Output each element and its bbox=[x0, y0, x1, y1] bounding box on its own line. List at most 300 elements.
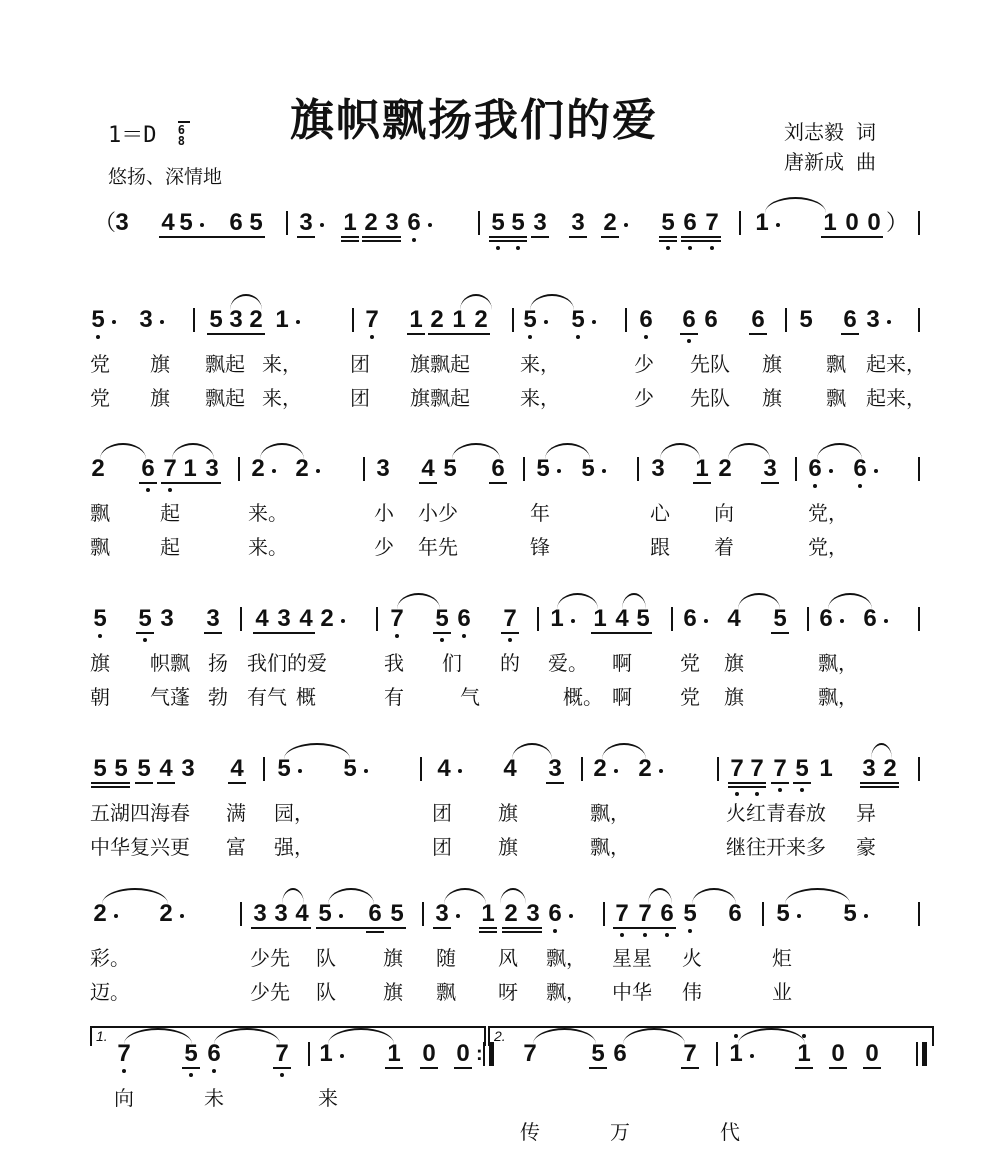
slur bbox=[328, 888, 374, 904]
note: 5 bbox=[183, 1040, 199, 1068]
lyric-syllable: 心 bbox=[650, 501, 670, 525]
augmentation-dot bbox=[887, 320, 891, 324]
note: 3 bbox=[181, 755, 195, 782]
augmentation-dot bbox=[592, 320, 596, 324]
lyric-syllable: 五湖四海春 bbox=[90, 801, 190, 825]
beam-underline bbox=[316, 927, 406, 929]
augmentation-dot bbox=[884, 619, 888, 623]
note: 5 bbox=[249, 209, 263, 236]
low-octave-dot bbox=[665, 933, 669, 937]
beam-underline bbox=[157, 782, 175, 784]
lyric-syllable: 伟 bbox=[682, 980, 702, 1004]
bar-line bbox=[523, 457, 525, 481]
beam-underline bbox=[771, 782, 789, 784]
note: 4 bbox=[159, 755, 173, 782]
note: 3 bbox=[435, 900, 449, 927]
bar-line bbox=[376, 607, 378, 631]
note: 3 bbox=[571, 209, 585, 236]
bar-line bbox=[671, 607, 673, 631]
beam-underline bbox=[502, 931, 542, 933]
lyric-syllable: 万 bbox=[610, 1120, 630, 1144]
beam-underline bbox=[771, 632, 789, 634]
note: 6 bbox=[368, 900, 382, 927]
low-octave-dot bbox=[98, 634, 102, 638]
augmentation-dot bbox=[298, 769, 302, 773]
note: 6 bbox=[456, 605, 472, 633]
note: 7 bbox=[772, 755, 788, 783]
slur bbox=[172, 443, 214, 459]
slur bbox=[817, 443, 862, 459]
bar-line bbox=[795, 457, 797, 481]
note: 1 bbox=[796, 1040, 812, 1068]
lyric-syllable: 团 bbox=[350, 386, 370, 410]
bar-line bbox=[716, 1042, 718, 1066]
bar-line bbox=[420, 757, 422, 781]
note: 2 bbox=[593, 755, 607, 782]
close-paren: ） bbox=[886, 210, 909, 235]
note: 7 bbox=[274, 1040, 290, 1068]
low-octave-dot bbox=[620, 933, 624, 937]
note: 6 bbox=[682, 209, 698, 237]
low-octave-dot bbox=[189, 1073, 193, 1077]
note: 2 bbox=[718, 455, 732, 482]
note: 3 bbox=[253, 900, 267, 927]
note: 2 bbox=[603, 209, 617, 236]
note: 5 bbox=[390, 900, 404, 927]
augmentation-dot bbox=[750, 1054, 754, 1058]
beam-underline bbox=[420, 1067, 438, 1069]
lyric-syllable: 帜飘 bbox=[150, 651, 190, 675]
bar-line bbox=[807, 607, 809, 631]
note: 6 bbox=[681, 306, 697, 334]
beam-underline bbox=[479, 931, 497, 933]
augmentation-dot bbox=[340, 1054, 344, 1058]
augmentation-dot bbox=[180, 914, 184, 918]
note: 0 bbox=[422, 1040, 436, 1067]
beam-underline bbox=[182, 1067, 200, 1069]
lyric-syllable: 未 bbox=[204, 1086, 224, 1110]
time-numerator: 6 bbox=[177, 123, 185, 137]
augmentation-dot bbox=[112, 320, 116, 324]
lyric-syllable: 着 bbox=[714, 535, 734, 559]
beam-underline bbox=[863, 1067, 881, 1069]
bar-line bbox=[918, 211, 920, 235]
low-octave-dot bbox=[576, 335, 580, 339]
note: 3 bbox=[862, 755, 876, 782]
lyric-syllable: 党 bbox=[90, 352, 110, 376]
lyric-syllable: 旗飘起 bbox=[410, 386, 470, 410]
low-octave-dot bbox=[395, 634, 399, 638]
slur bbox=[284, 743, 350, 759]
note: 0 bbox=[831, 1040, 845, 1067]
lyric-syllable: 跟 bbox=[650, 535, 670, 559]
song-title: 旗帜飘扬我们的爱 bbox=[290, 95, 658, 146]
augmentation-dot bbox=[704, 619, 708, 623]
note: 3 bbox=[385, 209, 399, 236]
beam-underline bbox=[139, 482, 157, 484]
bar-line bbox=[478, 211, 480, 235]
beam-underline bbox=[659, 236, 677, 238]
line-6 bbox=[0, 1028, 1000, 1160]
note: 6 bbox=[852, 455, 868, 483]
lyric-syllable: 朝 bbox=[90, 685, 110, 709]
lyricist-name: 刘志毅 bbox=[784, 120, 844, 144]
low-octave-dot bbox=[666, 246, 670, 250]
beam-underline bbox=[91, 782, 130, 784]
note: 2 bbox=[883, 755, 897, 782]
beam-underline bbox=[613, 927, 676, 929]
note: 2 bbox=[320, 605, 334, 632]
low-octave-dot bbox=[462, 634, 466, 638]
note: 5 bbox=[114, 755, 128, 782]
note: 2 bbox=[251, 455, 265, 482]
low-octave-dot bbox=[146, 488, 150, 492]
lyric-syllable: 队 bbox=[316, 946, 336, 970]
lyric-syllable: 旗 bbox=[762, 352, 782, 376]
bar-line bbox=[352, 308, 354, 332]
lyric-syllable: 火 bbox=[682, 946, 702, 970]
note: 5 bbox=[660, 209, 676, 237]
beam-underline bbox=[821, 236, 883, 238]
beam-underline bbox=[761, 482, 779, 484]
note: 5 bbox=[434, 605, 450, 633]
bar-line bbox=[603, 902, 605, 926]
bar-line bbox=[238, 457, 240, 481]
lyric-syllable: 们 bbox=[442, 651, 462, 675]
bar-line bbox=[308, 1042, 310, 1066]
beam-underline bbox=[860, 786, 899, 788]
low-octave-dot bbox=[143, 638, 147, 642]
note: 5 bbox=[636, 605, 650, 632]
augmentation-dot bbox=[614, 769, 618, 773]
note: 4 bbox=[295, 900, 309, 927]
augmentation-dot bbox=[320, 223, 324, 227]
augmentation-dot bbox=[160, 320, 164, 324]
line-4 bbox=[0, 755, 1000, 875]
beam-underline bbox=[659, 240, 677, 242]
lyric-syllable: 起来， bbox=[866, 386, 926, 410]
augmentation-dot bbox=[797, 914, 801, 918]
lyric-syllable: 旗飘起 bbox=[410, 352, 470, 376]
lyric-syllable: 起来， bbox=[866, 352, 926, 376]
note: 1 bbox=[343, 209, 357, 236]
note: 2 bbox=[474, 306, 488, 333]
lyric-syllable: 党， bbox=[808, 501, 848, 525]
beam-underline bbox=[841, 333, 859, 335]
augmentation-dot bbox=[829, 469, 833, 473]
beam-underline bbox=[204, 632, 222, 634]
slur bbox=[622, 593, 646, 609]
note: 3 bbox=[376, 455, 390, 482]
note: 2 bbox=[504, 900, 518, 927]
lyric-syllable: 向 bbox=[114, 1086, 134, 1110]
beam-underline bbox=[681, 236, 721, 238]
augmentation-dot bbox=[557, 469, 561, 473]
low-octave-dot bbox=[412, 238, 416, 242]
beam-underline bbox=[91, 786, 130, 788]
lyric-syllable: 异 bbox=[856, 801, 876, 825]
lyric-syllable: 党， bbox=[808, 535, 848, 559]
beam-underline bbox=[407, 333, 425, 335]
slur bbox=[785, 888, 850, 904]
note: 7 bbox=[523, 1040, 537, 1067]
note: 4 bbox=[161, 209, 175, 236]
line-2 bbox=[0, 455, 1000, 575]
slur bbox=[512, 743, 552, 759]
lyric-syllable: 继往开来多 bbox=[726, 835, 826, 859]
note: 1 bbox=[819, 755, 833, 782]
note: 4 bbox=[230, 755, 244, 782]
note: 3 bbox=[866, 306, 880, 333]
note: 4 bbox=[503, 755, 517, 782]
note: 5 bbox=[843, 900, 857, 927]
lyric-syllable: 锋 bbox=[530, 535, 550, 559]
note: 4 bbox=[727, 605, 741, 632]
lyric-syllable: 旗 bbox=[150, 386, 170, 410]
low-octave-dot bbox=[212, 1069, 216, 1073]
beam-underline bbox=[728, 782, 766, 784]
line-1 bbox=[0, 306, 1000, 426]
lyric-syllable: 旗 bbox=[383, 980, 403, 1004]
note: 5 bbox=[179, 209, 193, 236]
note: 5 bbox=[90, 306, 106, 334]
beam-underline bbox=[228, 782, 246, 784]
beam-underline bbox=[501, 632, 519, 634]
beam-underline bbox=[341, 240, 359, 242]
bar-line bbox=[762, 902, 764, 926]
lyric-syllable: 中华 bbox=[612, 980, 652, 1004]
note: 6 bbox=[807, 455, 823, 483]
note: 3 bbox=[763, 455, 777, 482]
lyric-syllable: 强， bbox=[274, 835, 314, 859]
beam-underline bbox=[489, 240, 527, 242]
lyric-syllable: 飘， bbox=[546, 946, 586, 970]
slur bbox=[500, 888, 526, 904]
low-octave-dot bbox=[688, 929, 692, 933]
composer-credit bbox=[784, 146, 876, 175]
lyric-syllable: 飘 bbox=[826, 386, 846, 410]
lyric-syllable: 我 bbox=[384, 651, 404, 675]
lyric-syllable: 飘， bbox=[590, 801, 630, 825]
lyric-syllable: 来。 bbox=[248, 501, 288, 525]
lyric-syllable: 风 bbox=[498, 946, 518, 970]
note: 2 bbox=[93, 900, 107, 927]
note: 3 bbox=[205, 455, 219, 482]
note: 1 bbox=[409, 306, 423, 333]
lyric-syllable: 豪 bbox=[856, 835, 876, 859]
beam-underline bbox=[569, 236, 587, 238]
bar-line bbox=[637, 457, 639, 481]
augmentation-dot bbox=[364, 769, 368, 773]
note: 3 bbox=[115, 209, 129, 236]
note: 5 bbox=[570, 306, 586, 334]
note: 3 bbox=[274, 900, 288, 927]
note: 2 bbox=[430, 306, 444, 333]
note: 3 bbox=[206, 605, 220, 632]
note: 6 bbox=[728, 900, 742, 927]
bar-line bbox=[422, 902, 424, 926]
note: 6 bbox=[863, 605, 877, 632]
volta-2-label: 2. bbox=[494, 1028, 506, 1044]
lyric-syllable: 炬 bbox=[772, 946, 792, 970]
repeat-colon: : bbox=[476, 1043, 483, 1065]
note: 7 bbox=[704, 209, 720, 237]
lyric-syllable: 我们的爱 bbox=[247, 651, 327, 675]
note: 5 bbox=[794, 755, 810, 783]
note: 7 bbox=[637, 900, 653, 928]
note: 3 bbox=[651, 455, 665, 482]
low-octave-dot bbox=[528, 335, 532, 339]
note: 1 bbox=[695, 455, 709, 482]
key-label: 1＝D bbox=[108, 123, 157, 148]
beam-underline bbox=[135, 782, 153, 784]
augmentation-dot bbox=[339, 914, 343, 918]
note: 4 bbox=[255, 605, 269, 632]
lyric-syllable: 旗 bbox=[724, 651, 744, 675]
lyric-syllable: 来， bbox=[520, 386, 560, 410]
beam-underline bbox=[728, 786, 766, 788]
beam-underline bbox=[253, 632, 315, 634]
lyric-syllable: 啊 bbox=[612, 685, 632, 709]
lyric-syllable: 旗 bbox=[498, 835, 518, 859]
augmentation-dot bbox=[624, 223, 628, 227]
beam-underline bbox=[207, 333, 265, 335]
note: 5 bbox=[443, 455, 457, 482]
beam-underline bbox=[479, 927, 497, 929]
lyric-syllable: 少 bbox=[634, 386, 654, 410]
note: 5 bbox=[92, 605, 108, 633]
beam-underline bbox=[680, 333, 698, 335]
augmentation-dot bbox=[458, 769, 462, 773]
note: 1 bbox=[755, 209, 769, 236]
note: 5 bbox=[776, 900, 790, 927]
augmentation-dot bbox=[864, 914, 868, 918]
lyric-syllable: 起 bbox=[160, 501, 180, 525]
low-octave-dot bbox=[553, 929, 557, 933]
bar-line bbox=[193, 308, 195, 332]
note: 3 bbox=[548, 755, 562, 782]
note: 6 bbox=[140, 455, 156, 483]
bar-line bbox=[918, 607, 920, 631]
note: 2 bbox=[249, 306, 263, 333]
bar-line bbox=[785, 308, 787, 332]
open-paren: （ bbox=[94, 210, 117, 235]
lyric-syllable: 飘起 bbox=[205, 386, 245, 410]
note: 5 bbox=[536, 455, 550, 482]
lyric-syllable: 星星 bbox=[612, 946, 652, 970]
beam-underline bbox=[428, 333, 490, 335]
note: 6 bbox=[819, 605, 833, 632]
time-signature bbox=[178, 125, 185, 147]
augmentation-dot bbox=[659, 769, 663, 773]
lyric-syllable: 旗 bbox=[498, 801, 518, 825]
note: 5 bbox=[277, 755, 291, 782]
note: 7 bbox=[364, 306, 380, 334]
bar-line bbox=[739, 211, 741, 235]
lyric-syllable: 迈。 bbox=[90, 980, 130, 1004]
augmentation-dot bbox=[874, 469, 878, 473]
note: 7 bbox=[729, 755, 745, 783]
note: 4 bbox=[421, 455, 435, 482]
lyric-syllable: 园， bbox=[274, 801, 314, 825]
slur bbox=[282, 888, 304, 904]
note: 1 bbox=[319, 1040, 333, 1067]
note: 5 bbox=[343, 755, 357, 782]
augmentation-dot bbox=[840, 619, 844, 623]
lyric-syllable: 少 bbox=[374, 535, 394, 559]
high-octave-dot bbox=[734, 1034, 738, 1038]
lyric-syllable: 少先 bbox=[250, 946, 290, 970]
bar-line bbox=[918, 308, 920, 332]
bar-line bbox=[286, 211, 288, 235]
lyric-syllable: 气 bbox=[460, 685, 480, 709]
slur bbox=[648, 888, 672, 904]
beam-underline bbox=[601, 236, 619, 238]
slur bbox=[602, 743, 646, 759]
note: 1 bbox=[481, 900, 495, 927]
note: 5 bbox=[137, 755, 151, 782]
slur bbox=[765, 197, 826, 213]
lyric-syllable: 中华复兴更 bbox=[90, 835, 190, 859]
time-denominator: 8 bbox=[177, 134, 185, 148]
lyric-syllable: 起 bbox=[160, 535, 180, 559]
lyric-syllable: 旗 bbox=[90, 651, 110, 675]
low-octave-dot bbox=[687, 339, 691, 343]
lyric-syllable: 向 bbox=[714, 501, 734, 525]
note: 7 bbox=[614, 900, 630, 928]
lyric-syllable: 党 bbox=[680, 685, 700, 709]
low-octave-dot bbox=[168, 488, 172, 492]
lyric-syllable: 来， bbox=[262, 352, 302, 376]
low-octave-dot bbox=[800, 788, 804, 792]
beam-underline bbox=[273, 1067, 291, 1069]
lyric-syllable: 先队 bbox=[690, 352, 730, 376]
lyricist-role: 词 bbox=[856, 120, 876, 144]
repeat-end-barline bbox=[483, 1042, 494, 1066]
augmentation-dot bbox=[569, 914, 573, 918]
lyric-syllable: 呀 bbox=[498, 980, 518, 1004]
low-octave-dot bbox=[370, 335, 374, 339]
beam-underline bbox=[454, 1067, 472, 1069]
augmentation-dot bbox=[272, 469, 276, 473]
lyric-syllable: 扬 bbox=[208, 651, 228, 675]
bar-line bbox=[581, 757, 583, 781]
lyric-syllable: 党 bbox=[90, 386, 110, 410]
note: 3 bbox=[277, 605, 291, 632]
lyric-syllable: 概 bbox=[296, 685, 316, 709]
lyric-syllable: 满 bbox=[226, 801, 246, 825]
line-5 bbox=[0, 900, 1000, 1020]
note: 2 bbox=[91, 455, 105, 482]
note: 6 bbox=[843, 306, 857, 333]
lyric-syllable: 火红青春放 bbox=[726, 801, 826, 825]
augmentation-dot bbox=[571, 619, 575, 623]
bar-line bbox=[918, 457, 920, 481]
lyric-syllable: 富 bbox=[226, 835, 246, 859]
low-octave-dot bbox=[735, 792, 739, 796]
note: 1 bbox=[593, 605, 607, 632]
note: 6 bbox=[704, 306, 718, 333]
tempo-marking: 悠扬、深情地 bbox=[108, 166, 223, 188]
note: 2 bbox=[364, 209, 378, 236]
note: 2 bbox=[159, 900, 173, 927]
low-octave-dot bbox=[755, 792, 759, 796]
lyric-syllable: 飘起 bbox=[205, 352, 245, 376]
bar-line bbox=[625, 308, 627, 332]
note: 6 bbox=[613, 1040, 627, 1067]
lyric-syllable: 小 bbox=[374, 501, 394, 525]
note: 5 bbox=[137, 605, 153, 633]
